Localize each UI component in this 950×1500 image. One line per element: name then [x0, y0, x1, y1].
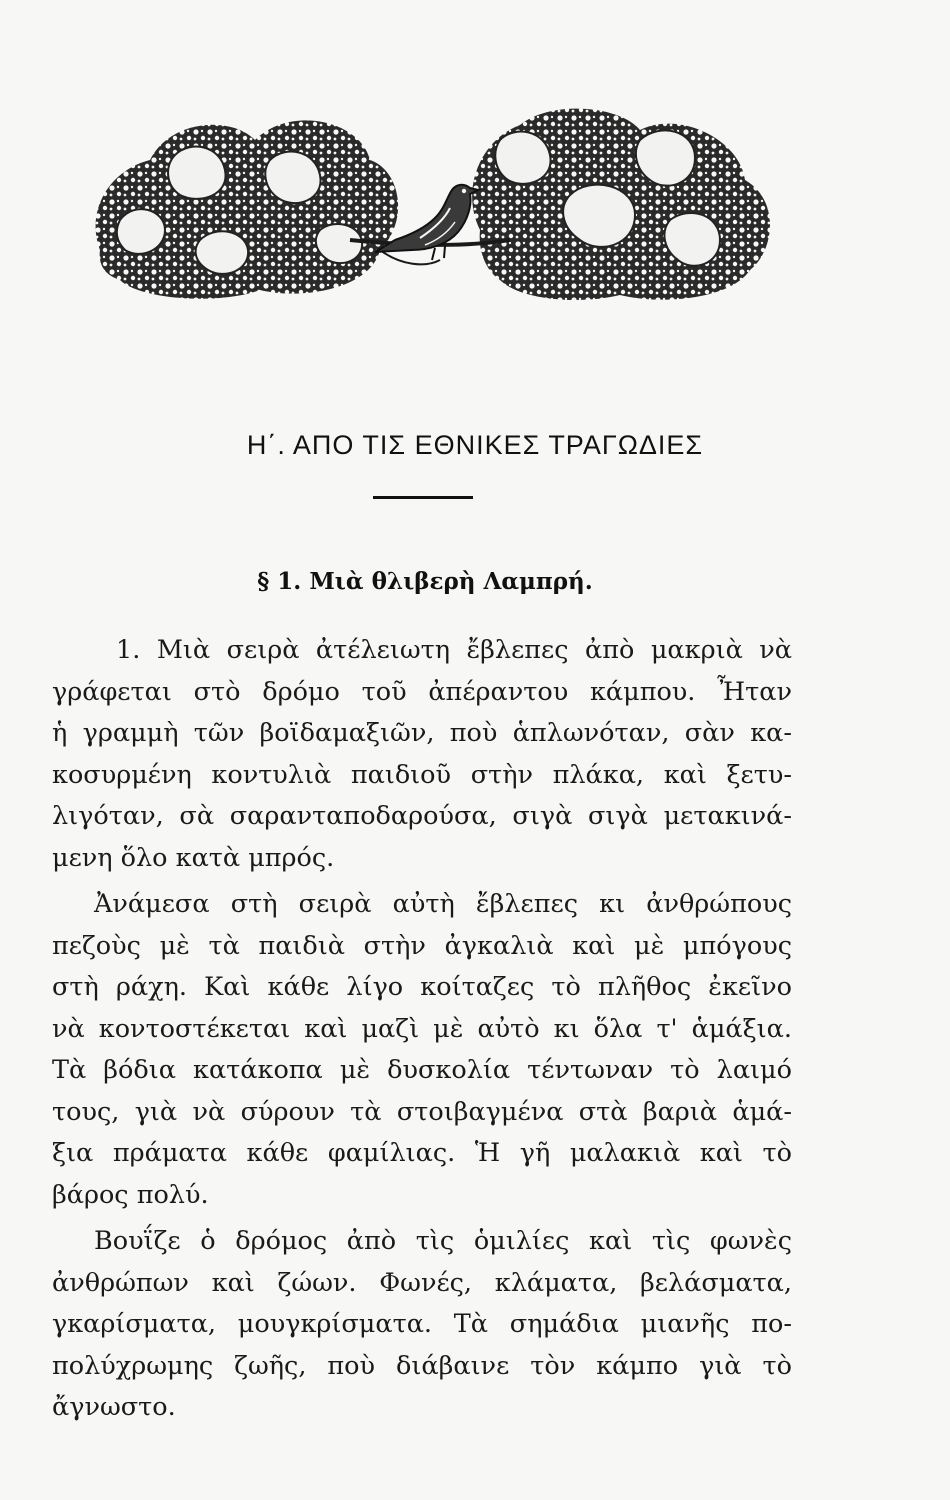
text-line: Βουΐζε ὁ δρόμος ἀπὸ τὶς ὁμιλίες καὶ τὶς φωνὲς	[94, 1226, 792, 1256]
text-line: ἡ γραμμὴ τῶν βοϊδαμαξιῶν, ποὺ ἁπλωνόταν, σὰν κα-	[52, 718, 792, 748]
paragraph-1	[52, 630, 792, 879]
text-line: στὴ ράχη. Καὶ κάθε λίγο κοίταζες τὸ πλῆθος ἐκεῖνο	[52, 972, 792, 1002]
text-line: μενη ὅλο κατὰ μπρός.	[52, 842, 335, 873]
text-line: βάρος πολύ.	[52, 1179, 209, 1210]
body-text	[52, 630, 792, 1434]
chapter-title: Η΄. ΑΠΟ ΤΙΣ ΕΘΝΙΚΕΣ ΤΡΑΓΩΔΙΕΣ	[246, 430, 704, 460]
text-line: πολύχρωμης ζωῆς, ποὺ διάβαινε τὸν κάμπο γιὰ τὸ	[52, 1350, 792, 1381]
left-bush-icon	[96, 120, 399, 298]
text-line: 1. Μιὰ σειρὰ ἀτέλειωτη ἔβλεπες ἀπὸ μακριὰ νὰ	[116, 635, 792, 665]
text-line: κοσυρμένη κοντυλιὰ παιδιοῦ στὴν πλάκα, καὶ ξετυ-	[52, 759, 792, 790]
text-line: ἀνθρώπων καὶ ζώων. Φωνές, κλάματα, βελάσματα,	[52, 1267, 792, 1298]
text-line: λιγόταν, σὰ σαρανταποδαρούσα, σιγὰ σιγὰ μετακινά-	[52, 801, 792, 831]
paragraph-2	[52, 884, 792, 1216]
paragraph-3	[52, 1221, 792, 1429]
text-line: γράφεται στὸ δρόμο τοῦ ἀπέραντου κάμπου. Ἦταν	[52, 676, 792, 707]
title-divider	[373, 496, 473, 499]
text-line: ἄγνωστο.	[52, 1392, 176, 1422]
bird-vignette-illustration	[80, 100, 780, 305]
right-bush-icon	[472, 109, 770, 300]
text-line: νὰ κοντοστέκεται καὶ μαζὶ μὲ αὐτὸ κι ὅλα τ' ἁμάξια.	[52, 1013, 792, 1044]
text-line: Τὰ βόδια κατάκοπα μὲ δυσκολία τέντωναν τὸ λαιμό	[52, 1055, 792, 1085]
text-line: Ἀνάμεσα στὴ σειρὰ αὐτὴ ἔβλεπες κι ἀνθρώπους	[94, 889, 792, 919]
text-line: ξια πράματα κάθε φαμίλιας. Ἡ γῆ μαλακιὰ καὶ τὸ	[52, 1138, 792, 1168]
text-line: γκαρίσματα, μουγκρίσματα. Τὰ σημάδια μιανῆς πο-	[52, 1309, 792, 1339]
text-line: τους, γιὰ νὰ σύρουν τὰ στοιβαγμένα στὰ βαριὰ ἁμά-	[52, 1096, 792, 1127]
section-title: § 1. Μιὰ θλιβερὴ Λαμπρή.	[257, 568, 593, 595]
text-line: πεζοὺς μὲ τὰ παιδιὰ στὴν ἀγκαλιὰ καὶ μὲ μπόγους	[52, 930, 792, 961]
